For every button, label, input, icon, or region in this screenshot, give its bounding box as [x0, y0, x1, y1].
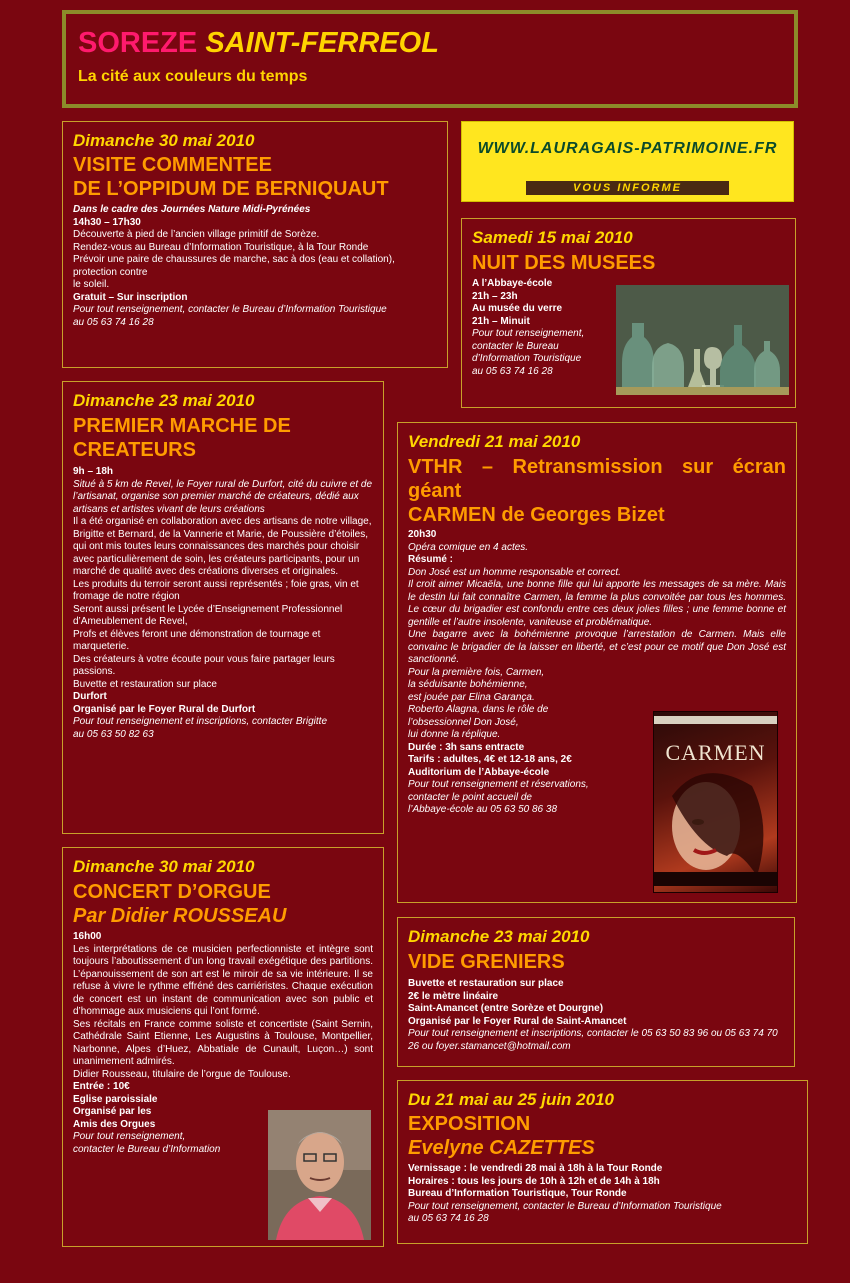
event-exposition: [397, 1080, 808, 1244]
poster-header-strip: [654, 716, 777, 724]
text-line: Eglise paroissiale: [73, 1093, 158, 1105]
text-paragraph: Les produits du terroir seront aussi représentés ; foie gras, vin et fromage de notre région: [73, 578, 359, 602]
text-line: Vernissage : le vendredi 28 mai à 18h à la Tour Ronde: [408, 1163, 663, 1174]
event-title: CARMEN de Georges Bizet: [408, 504, 665, 526]
text-line: le soleil.: [73, 279, 110, 290]
event-title: VTHR – Retransmission sur écran géant: [408, 456, 786, 502]
text-line: Amis des Orgues: [73, 1118, 156, 1130]
poster-title: CARMEN: [665, 740, 766, 765]
event-vide-greniers: [397, 917, 795, 1067]
text-line: Résumé :: [408, 554, 454, 565]
text-line: contacter le Bureau: [472, 340, 559, 352]
text-line: 14h30 – 17h30: [73, 216, 141, 228]
text-line: Pour la première fois, Carmen,: [408, 666, 545, 678]
text-line: Gratuit – Sur inscription: [73, 291, 188, 303]
text-line: Découverte à pied de l’ancien village primitif de Sorèze.: [73, 229, 320, 240]
text-line: Pour tout renseignement, contacter le Bureau d’Information Touristique: [408, 1200, 722, 1212]
text-line: Bureau d’Information Touristique, Tour Ronde: [408, 1188, 627, 1199]
event-date: Dimanche 30 mai 2010: [73, 857, 255, 876]
event-carmen: [397, 422, 797, 903]
text-line: Didier Rousseau, titulaire de l’orgue de Toulouse.: [73, 1068, 291, 1080]
event-date: Dimanche 23 mai 2010: [73, 391, 255, 410]
event-title: CONCERT D’ORGUE: [73, 881, 271, 903]
text-paragraph: Une bagarre avec la bohémienne provoque l’arrestation de Carmen. Mais elle convainc le brigadier de la laisser en liberté, et c’est pour ce motif que Don José est sanctionné.: [408, 629, 786, 665]
text-line: Horaires : tous les jours de 10h à 12h et de 14h à 18h: [408, 1175, 660, 1187]
text-line: Prévoir une paire de chaussures de marche, sac à dos (eau et collation), protection contre: [73, 254, 395, 278]
text-line: la séduisante bohémienne,: [408, 679, 528, 690]
text-line: Opéra comique en 4 actes.: [408, 541, 529, 553]
text-line: Organisé par le Foyer Rural de Saint-Amancet: [408, 1015, 627, 1027]
didier-rousseau-photo: [268, 1110, 371, 1240]
text-paragraph: Profs et élèves feront une démonstration de tournage et marqueterie.: [73, 628, 321, 652]
text-line: Pour tout renseignement et réservations,: [408, 779, 589, 790]
text-line: 21h – Minuit: [472, 315, 530, 327]
text-line: Au musée du verre: [472, 303, 563, 314]
text-line: au 05 63 74 16 28: [408, 1213, 489, 1224]
text-line: est jouée par Elina Garança.: [408, 691, 535, 703]
text-line: 2€ le mètre linéaire: [408, 990, 499, 1002]
text-line: 9h – 18h: [73, 466, 114, 477]
text-paragraph: Situé à 5 km de Revel, le Foyer rural de Durfort, cité du cuivre et de l’artisanat, organise son premier marché de créateurs, dédié aux artisans et artistes vivant de leurs créations: [73, 478, 373, 515]
page-subtitle: La cité aux couleurs du temps: [78, 68, 308, 85]
text-line: l’Abbaye-école au 05 63 50 86 38: [408, 804, 558, 815]
event-title: VISITE COMMENTEE: [73, 154, 272, 176]
text-line: 20h30: [408, 529, 437, 540]
event-title: CREATEURS: [73, 439, 196, 461]
text-paragraph: Des créateurs à votre écoute pour vous faire partager leurs passions.: [73, 653, 335, 677]
text-paragraph: Il a été organisé en collaboration avec des artisans de notre village, Brigitte et Bernard, de la Vannerie et Marie, de Poussière d’étoiles, qui ont mis toutes leurs connaissances des marchés pour choisir avec particulièrement de soin, les créateurs participants, pour un marché de qualité avec des créations diverses et originales.: [73, 516, 372, 577]
event-subtitle: Evelyne CAZETTES: [408, 1137, 595, 1159]
text-line: Roberto Alagna, dans le rôle de: [408, 704, 549, 715]
text-line: Durfort: [73, 691, 107, 702]
text-paragraph: Seront aussi présent le Lycée d’Enseignement Professionnel d’Ameublement de Revel,: [73, 603, 343, 627]
poster-face-image: [654, 766, 777, 886]
text-line: Durée : 3h sans entracte: [408, 741, 525, 753]
text-line: Entrée : 10€: [73, 1081, 130, 1092]
banner-tagline: VOUS INFORME: [526, 181, 729, 195]
banner-url: WWW.LAURAGAIS-PATRIMOINE.FR: [477, 140, 778, 157]
event-title: VIDE GRENIERS: [408, 951, 565, 973]
text-line: l’obsessionnel Don José,: [408, 716, 519, 728]
text-line: Saint-Amancet (entre Sorèze et Dourgne): [408, 1003, 604, 1014]
text-line: contacter le Bureau d’Information: [73, 1143, 221, 1155]
event-marche-createurs: [62, 381, 384, 834]
lauragais-banner[interactable]: [461, 121, 794, 202]
text-line: Don José est un homme responsable et correct.: [408, 566, 621, 578]
text-line: Auditorium de l’Abbaye-école: [408, 766, 550, 778]
page-title: SOREZE SAINT-FERREOL: [78, 27, 439, 59]
glass-museum-photo: [616, 285, 789, 395]
text-line: lui donne la réplique.: [408, 729, 501, 740]
text-line: Organisé par les: [73, 1106, 152, 1117]
text-line: 16h00: [73, 931, 102, 942]
text-paragraph: Pour tout renseignement et inscriptions, contacter le 05 63 50 83 96 ou 05 63 74 70 26 ou foyer.stamancet@hotmail.com: [408, 1028, 778, 1052]
event-title: NUIT DES MUSEES: [472, 252, 656, 274]
text-line: au 05 63 50 82 63: [73, 728, 154, 740]
text-line: d’Information Touristique: [472, 353, 582, 364]
event-subtitle: Par Didier ROUSSEAU: [73, 905, 287, 927]
event-date: Samedi 15 mai 2010: [472, 228, 633, 247]
event-concert-orgue: [62, 847, 384, 1247]
text-line: Pour tout renseignement,: [73, 1131, 186, 1142]
text-line: contacter le point accueil de: [408, 791, 532, 803]
event-date: Dimanche 30 mai 2010: [73, 131, 255, 150]
text-line: Dans le cadre des Journées Nature Midi-Pyrénées: [73, 204, 311, 215]
text-line: au 05 63 74 16 28: [73, 316, 154, 328]
text-line: Rendez-vous au Bureau d’Information Touristique, à la Tour Ronde: [73, 241, 369, 253]
carmen-poster: [653, 711, 778, 893]
text-line: 21h – 23h: [472, 290, 518, 302]
glass-bottles-image: [616, 285, 789, 395]
event-date: Dimanche 23 mai 2010: [408, 927, 590, 946]
event-title: DE L’OPPIDUM DE BERNIQUAUT: [73, 178, 389, 200]
text-line: Pour tout renseignement,: [472, 328, 585, 339]
text-line: Buvette et restauration sur place: [73, 678, 217, 690]
text-line: Buvette et restauration sur place: [408, 978, 564, 989]
text-line: A l’Abbaye-école: [472, 278, 553, 289]
header-box: [62, 10, 798, 108]
event-oppidum: [62, 121, 448, 368]
portrait-image: [268, 1110, 371, 1240]
event-title: PREMIER MARCHE DE: [73, 415, 291, 437]
event-title: EXPOSITION: [408, 1113, 531, 1135]
event-date: Du 21 mai au 25 juin 2010: [408, 1090, 614, 1109]
event-date: Vendredi 21 mai 2010: [408, 432, 581, 451]
event-nuit-des-musees: [461, 218, 796, 408]
text-paragraph: Il croit aimer Micaëla, une bonne fille qui lui apporte les messages de sa mère. Mais le destin lui fait connaître Carmen, la femme la plus convoitée par tous les hommes. Le cœur du brigadier est confondu entre ces deux jolies filles ; une femme bonne et gentille et l’autre insolente, vaniteuse et problématique.: [408, 579, 786, 628]
text-line: Tarifs : adultes, 4€ et 12-18 ans, 2€: [408, 754, 572, 765]
text-paragraph: Les interprétations de ce musicien perfectionniste et intègre sont toujours l’aboutissement d’un long travail exégétique des partitions. L’épanouissement de son art est le miroir de sa vie intérieure. Il se refuse à vivre le rythme effréné des carriéristes. Chaque exécution de concert est un instant de communication avec son public et d’hommage aux musiciens qui l’ont formé.: [73, 943, 373, 1017]
text-line: Pour tout renseignement et inscriptions, contacter Brigitte: [73, 716, 328, 727]
text-line: Organisé par le Foyer Rural de Durfort: [73, 703, 256, 715]
text-paragraph: Ses récitals en France comme soliste et concertiste (Saint Sernin, Cathédrale Saint Etienne, Les Augustins à Toulouse, Montpellier, Narbonne, Alpes d’Huez, Abbatiale de Cunault, Luçon…) sont unanimement admirés.: [73, 1018, 373, 1067]
text-line: au 05 63 74 16 28: [472, 365, 553, 377]
text-line: Pour tout renseignement, contacter le Bureau d’Information Touristique: [73, 304, 387, 315]
